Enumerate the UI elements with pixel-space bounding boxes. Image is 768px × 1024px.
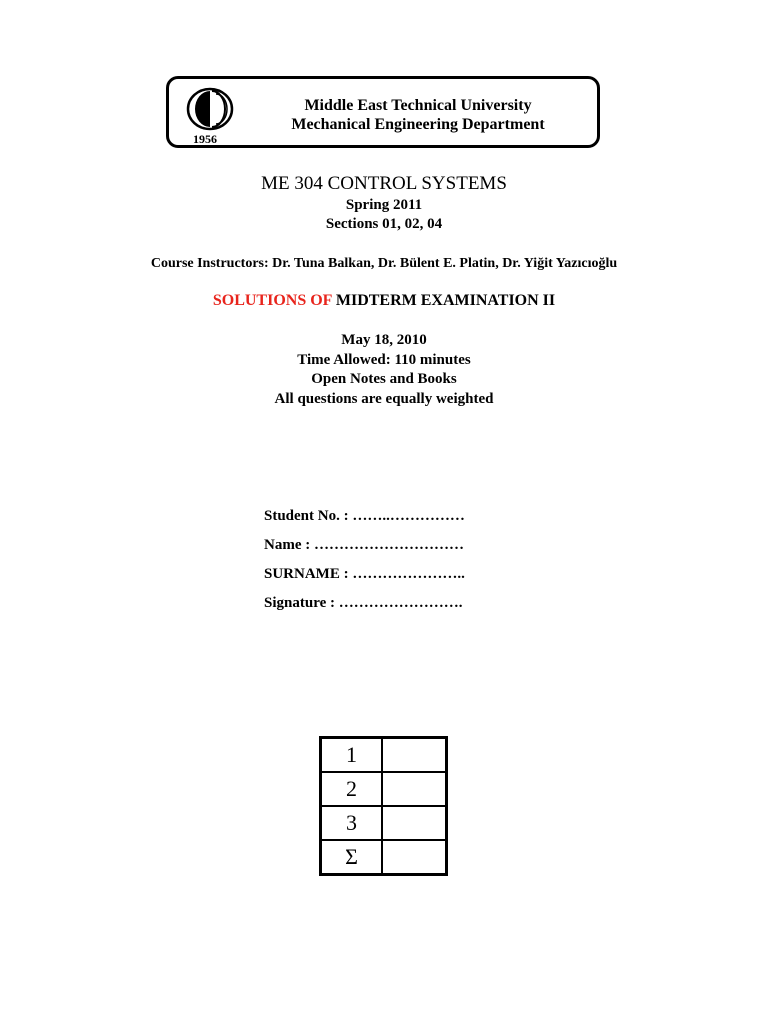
exam-title-prefix: SOLUTIONS OF — [212, 292, 332, 309]
open-notes: Open Notes and Books — [311, 371, 457, 387]
course-title: ME 304 CONTROL SYSTEMS — [261, 173, 507, 194]
instructors: Course Instructors: Dr. Tuna Balkan, Dr. Bülent E. Platin, Dr. Yiğit Yazıcıoğlu — [150, 256, 618, 271]
term-block — [0, 196, 768, 234]
exam-title — [0, 292, 768, 310]
weighting: All questions are equally weighted — [274, 390, 494, 407]
score-cell[interactable] — [382, 806, 447, 840]
exam-date: May 18, 2010 — [341, 332, 427, 348]
student-fields — [264, 506, 465, 622]
total-symbol: Σ — [321, 840, 383, 875]
score-table — [319, 736, 448, 876]
table-row — [321, 772, 447, 806]
table-row — [321, 840, 447, 875]
score-cell[interactable] — [382, 738, 447, 773]
score-cell[interactable] — [382, 772, 447, 806]
student-no-field[interactable]: Student No. : ……..…………… — [264, 508, 465, 524]
term: Spring 2011 — [345, 197, 423, 213]
university-name: Middle East Technical University — [304, 97, 532, 114]
table-row — [321, 738, 447, 773]
signature-field[interactable]: Signature : ……………………. — [264, 595, 463, 611]
metu-logo-icon — [185, 87, 235, 131]
header-box — [166, 76, 600, 148]
department-name: Mechanical Engineering Department — [291, 116, 545, 133]
table-row — [321, 806, 447, 840]
question-number: 3 — [321, 806, 383, 840]
surname-field[interactable]: SURNAME : ………………….. — [264, 566, 465, 582]
sections: Sections 01, 02, 04 — [325, 216, 443, 232]
question-number: 2 — [321, 772, 383, 806]
time-allowed: Time Allowed: 110 minutes — [297, 351, 471, 368]
question-number: 1 — [321, 738, 383, 773]
logo-year: 1956 — [193, 132, 217, 146]
exam-title-main: MIDTERM EXAMINATION II — [335, 292, 556, 309]
exam-info — [0, 331, 768, 409]
total-score-cell[interactable] — [382, 840, 447, 875]
university-lines — [249, 96, 587, 134]
name-field[interactable]: Name : ………………………… — [264, 537, 464, 553]
